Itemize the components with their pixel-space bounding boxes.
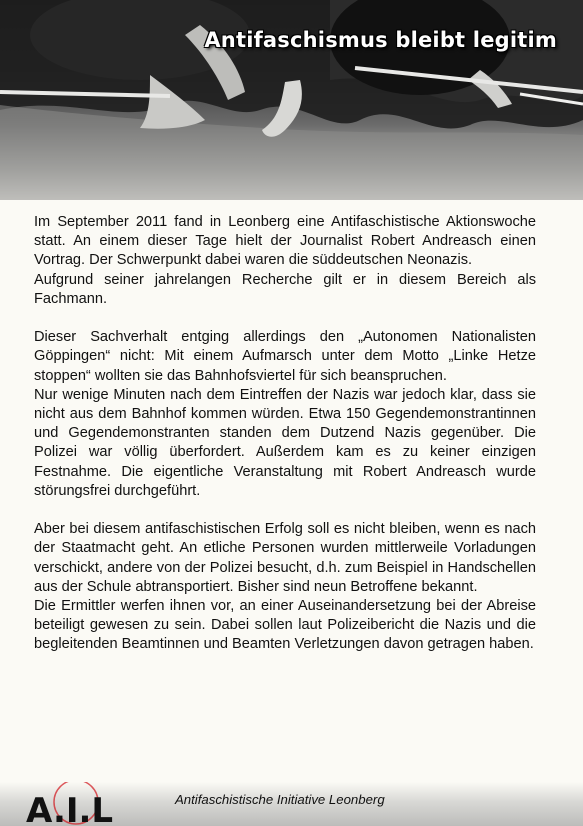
paragraph: Dieser Sachverhalt entging allerdings den „Autonomen Nationalisten Göppingen“ nicht: Mit einem Aufmarsch unter dem Motto „Linke Hetze stoppen“ wollten sie das Bahnhofsviertel für sich beanspruchen. bbox=[34, 329, 536, 384]
organization-name: Antifaschistische Initiative Leonberg bbox=[175, 792, 385, 807]
paragraph: Nur wenige Minuten nach dem Eintreffen der Nazis war jedoch klar, dass sie nicht aus dem Bahnhof kommen würden. Etwa 150 Gegendemonstrantinnen und Gegendemonstranten standen dem Dutzend Nazis gegenüber. Die Polizei war völlig überfordert. Außerdem kam es zu keiner einzigen Festnahme. Die eigentliche Veranstaltung mit Robert Andreasch wurde störungsfrei durchgeführt. bbox=[34, 386, 536, 499]
paragraph: Aufgrund seiner jahrelangen Recherche gilt er in diesem Bereich als Fachmann. bbox=[34, 271, 536, 307]
page-title: Antifaschismus bleibt legitim bbox=[204, 28, 557, 52]
paragraph: Im September 2011 fand in Leonberg eine Antifaschistische Aktionswoche statt. An einem dieser Tage hielt der Journalist Robert Andreasch einen Vortrag. Der Schwerpunkt dabei waren die süddeutschen Neonazis. bbox=[34, 214, 536, 269]
logo-letters: A.I.L bbox=[26, 791, 114, 826]
header-photo bbox=[0, 0, 583, 200]
paragraph: Aber bei diesem antifaschistischen Erfolg soll es nicht bleiben, wenn es nach der Staatmacht geht. An etliche Personen wurden mittlerweile Vorladungen verschickt, andere von der Polizei besucht, d.h. zum Beispiel in Handschellen aus der Schule abtransportiert. Bisher sind neun Betroffene bekannt. bbox=[34, 521, 536, 595]
article-body bbox=[34, 213, 536, 655]
paragraph: Die Ermittler werfen ihnen vor, an einer Auseinandersetzung bei der Abreise beteiligt gewesen zu sein. Dabei sollen laut Polizeibericht die Nazis und die begleitenden Beamtinnen und Beamten Verletzungen davon getragen haben. bbox=[34, 598, 536, 653]
footer bbox=[0, 782, 583, 826]
ail-logo-icon bbox=[24, 782, 129, 826]
